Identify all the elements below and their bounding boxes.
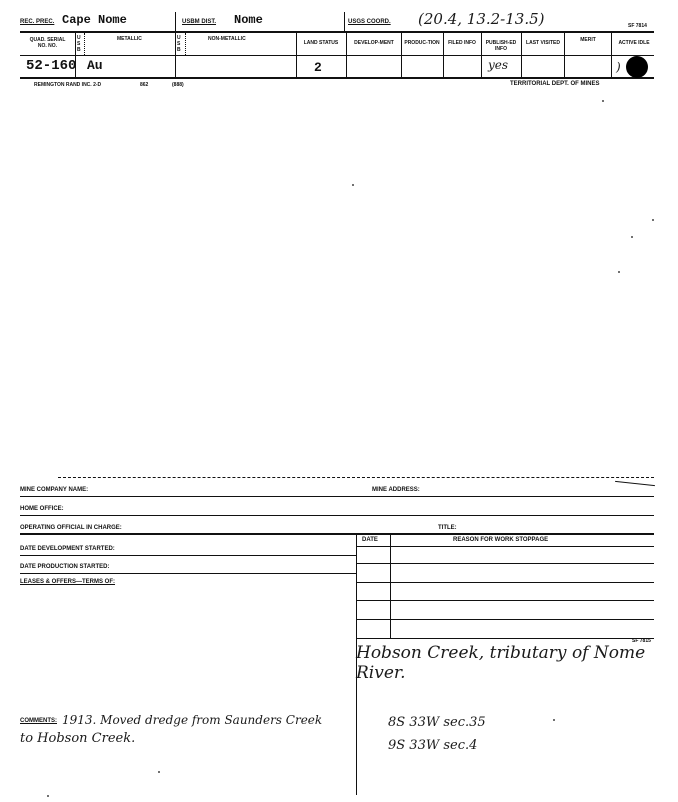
col-published-info: PUBLISH-ED INFO [485,40,517,52]
printer-imprint: REMINGTON RAND INC. 2-D [34,82,102,88]
legal-description-line-2: 9S 33W sec.4 [388,738,478,753]
printer-code: 862 [140,82,149,88]
comments-line-2: to Hobson Creek. [20,731,136,746]
home-office-label: HOME OFFICE: [20,506,64,512]
col-production: PRODUC-TION [404,40,440,46]
rec-prec-label: REC. PREC. [20,19,55,25]
location-note-line-1: Hobson Creek, tributary of Nome [356,643,646,663]
scan-speck [553,719,555,721]
scan-speck [602,100,604,102]
usgs-coord-value: (20.4, 13.2-13.5) [418,10,545,28]
merit-mark: ) [616,60,621,74]
col-metallic: METALLIC [117,36,142,42]
col-merit: MERIT [580,37,596,43]
mine-address-label: MINE ADDRESS: [372,487,420,493]
leases-offers-label: LEASES & OFFERS—TERMS OF: [20,579,116,585]
bottom-form-number: SF 7815 [632,638,651,644]
rec-prec-value: Cape Nome [62,13,127,27]
col-last-visited: LAST VISITED [526,40,560,46]
location-note-line-2: River. [356,663,406,683]
col-filed-info: FILED INFO [448,40,476,46]
printer-code-2: (888) [172,82,184,88]
land-status-value: 2 [314,60,322,75]
dev-started-label: DATE DEVELOPMENT STARTED: [20,546,115,552]
col-development: DEVELOP-MENT [354,40,394,46]
mine-company-name-label: MINE COMPANY NAME: [20,487,89,493]
title-label: TITLE: [438,525,457,531]
department-imprint: TERRITORIAL DEPT. OF MINES [510,81,600,87]
scan-speck [158,771,160,773]
usgs-coord-label: USGS COORD. [348,19,391,25]
metallic-value: Au [87,58,103,73]
published-info-value: yes [488,58,509,72]
form-number: SF 7814 [628,23,647,29]
quad-serial-value: 52-160 [26,58,77,74]
stoppage-reason-header: REASON FOR WORK STOPPAGE [453,537,549,543]
col-land-status: LAND STATUS [303,40,339,46]
scan-speck [352,184,354,186]
scan-speck [618,271,620,273]
stoppage-date-header: DATE [362,537,378,543]
scan-speck [47,795,49,797]
col-usb-nonmetallic: U S B [177,35,181,53]
comments-line-1: 1913. Moved dredge from Saunders Creek [62,713,323,727]
comments-label: COMMENTS: [20,718,57,724]
operating-official-label: OPERATING OFFICIAL IN CHARGE: [20,525,122,531]
col-nonmetallic: NON-METALLIC [208,36,246,42]
active-idle-marker [626,56,648,78]
col-quad-serial: QUAD. SERIAL NO. NO. [29,37,66,49]
usbm-dist-value: Nome [234,13,263,27]
scan-speck [652,219,654,221]
legal-description-line-1: 8S 33W sec.35 [388,715,486,730]
col-usb-metallic: U S B [77,35,81,53]
prod-started-label: DATE PRODUCTION STARTED: [20,564,110,570]
usbm-dist-label: USBM DIST. [182,19,217,25]
scan-speck [631,236,633,238]
col-active-idle: ACTIVE IDLE [618,40,650,46]
